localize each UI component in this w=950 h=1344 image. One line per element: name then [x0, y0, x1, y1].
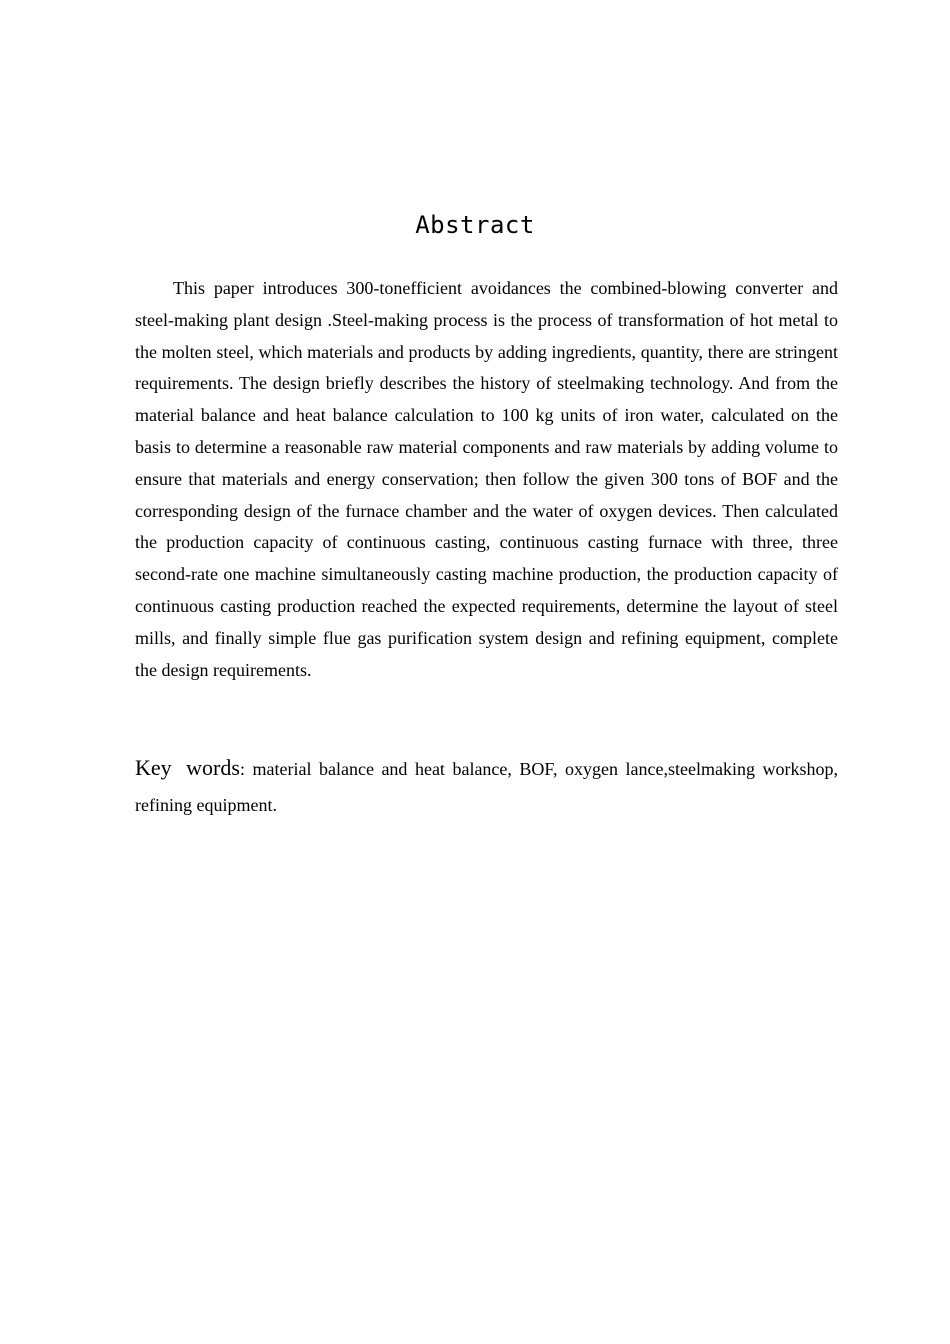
keywords-separator: :	[239, 759, 253, 779]
keywords-label: Key words	[135, 755, 240, 780]
abstract-paragraph: This paper introduces 300-tonefficient avoidances the combined-blowing converter and steel-making plant design .Steel-making process is the process of transformation of hot metal to the molten steel, which materials and products by adding ingredients, quantity, there are stringent requirements. The design briefly describes the history of steelmaking technology. And from the material balance and heat balance calculation to 100 kg units of iron water, calculated on the basis to determine a reasonable raw material components and raw materials by adding volume to ensure that materials and energy conservation; then follow the given 300 tons of BOF and the corresponding design of the furnace chamber and the water of oxygen devices. Then calculated the production capacity of continuous casting, continuous casting furnace with three, three second-rate one machine simultaneously casting machine production, the production capacity of continuous casting production reached the expected requirements, determine the layout of steel mills, and finally simple flue gas purification system design and refining equipment, complete the design requirements.	[135, 278, 838, 680]
keywords-text: material balance and heat balance, BOF, oxygen lance,steelmaking workshop, refining equipment.	[135, 759, 838, 815]
page-title: Abstract	[415, 211, 535, 239]
keywords-paragraph	[135, 750, 838, 823]
